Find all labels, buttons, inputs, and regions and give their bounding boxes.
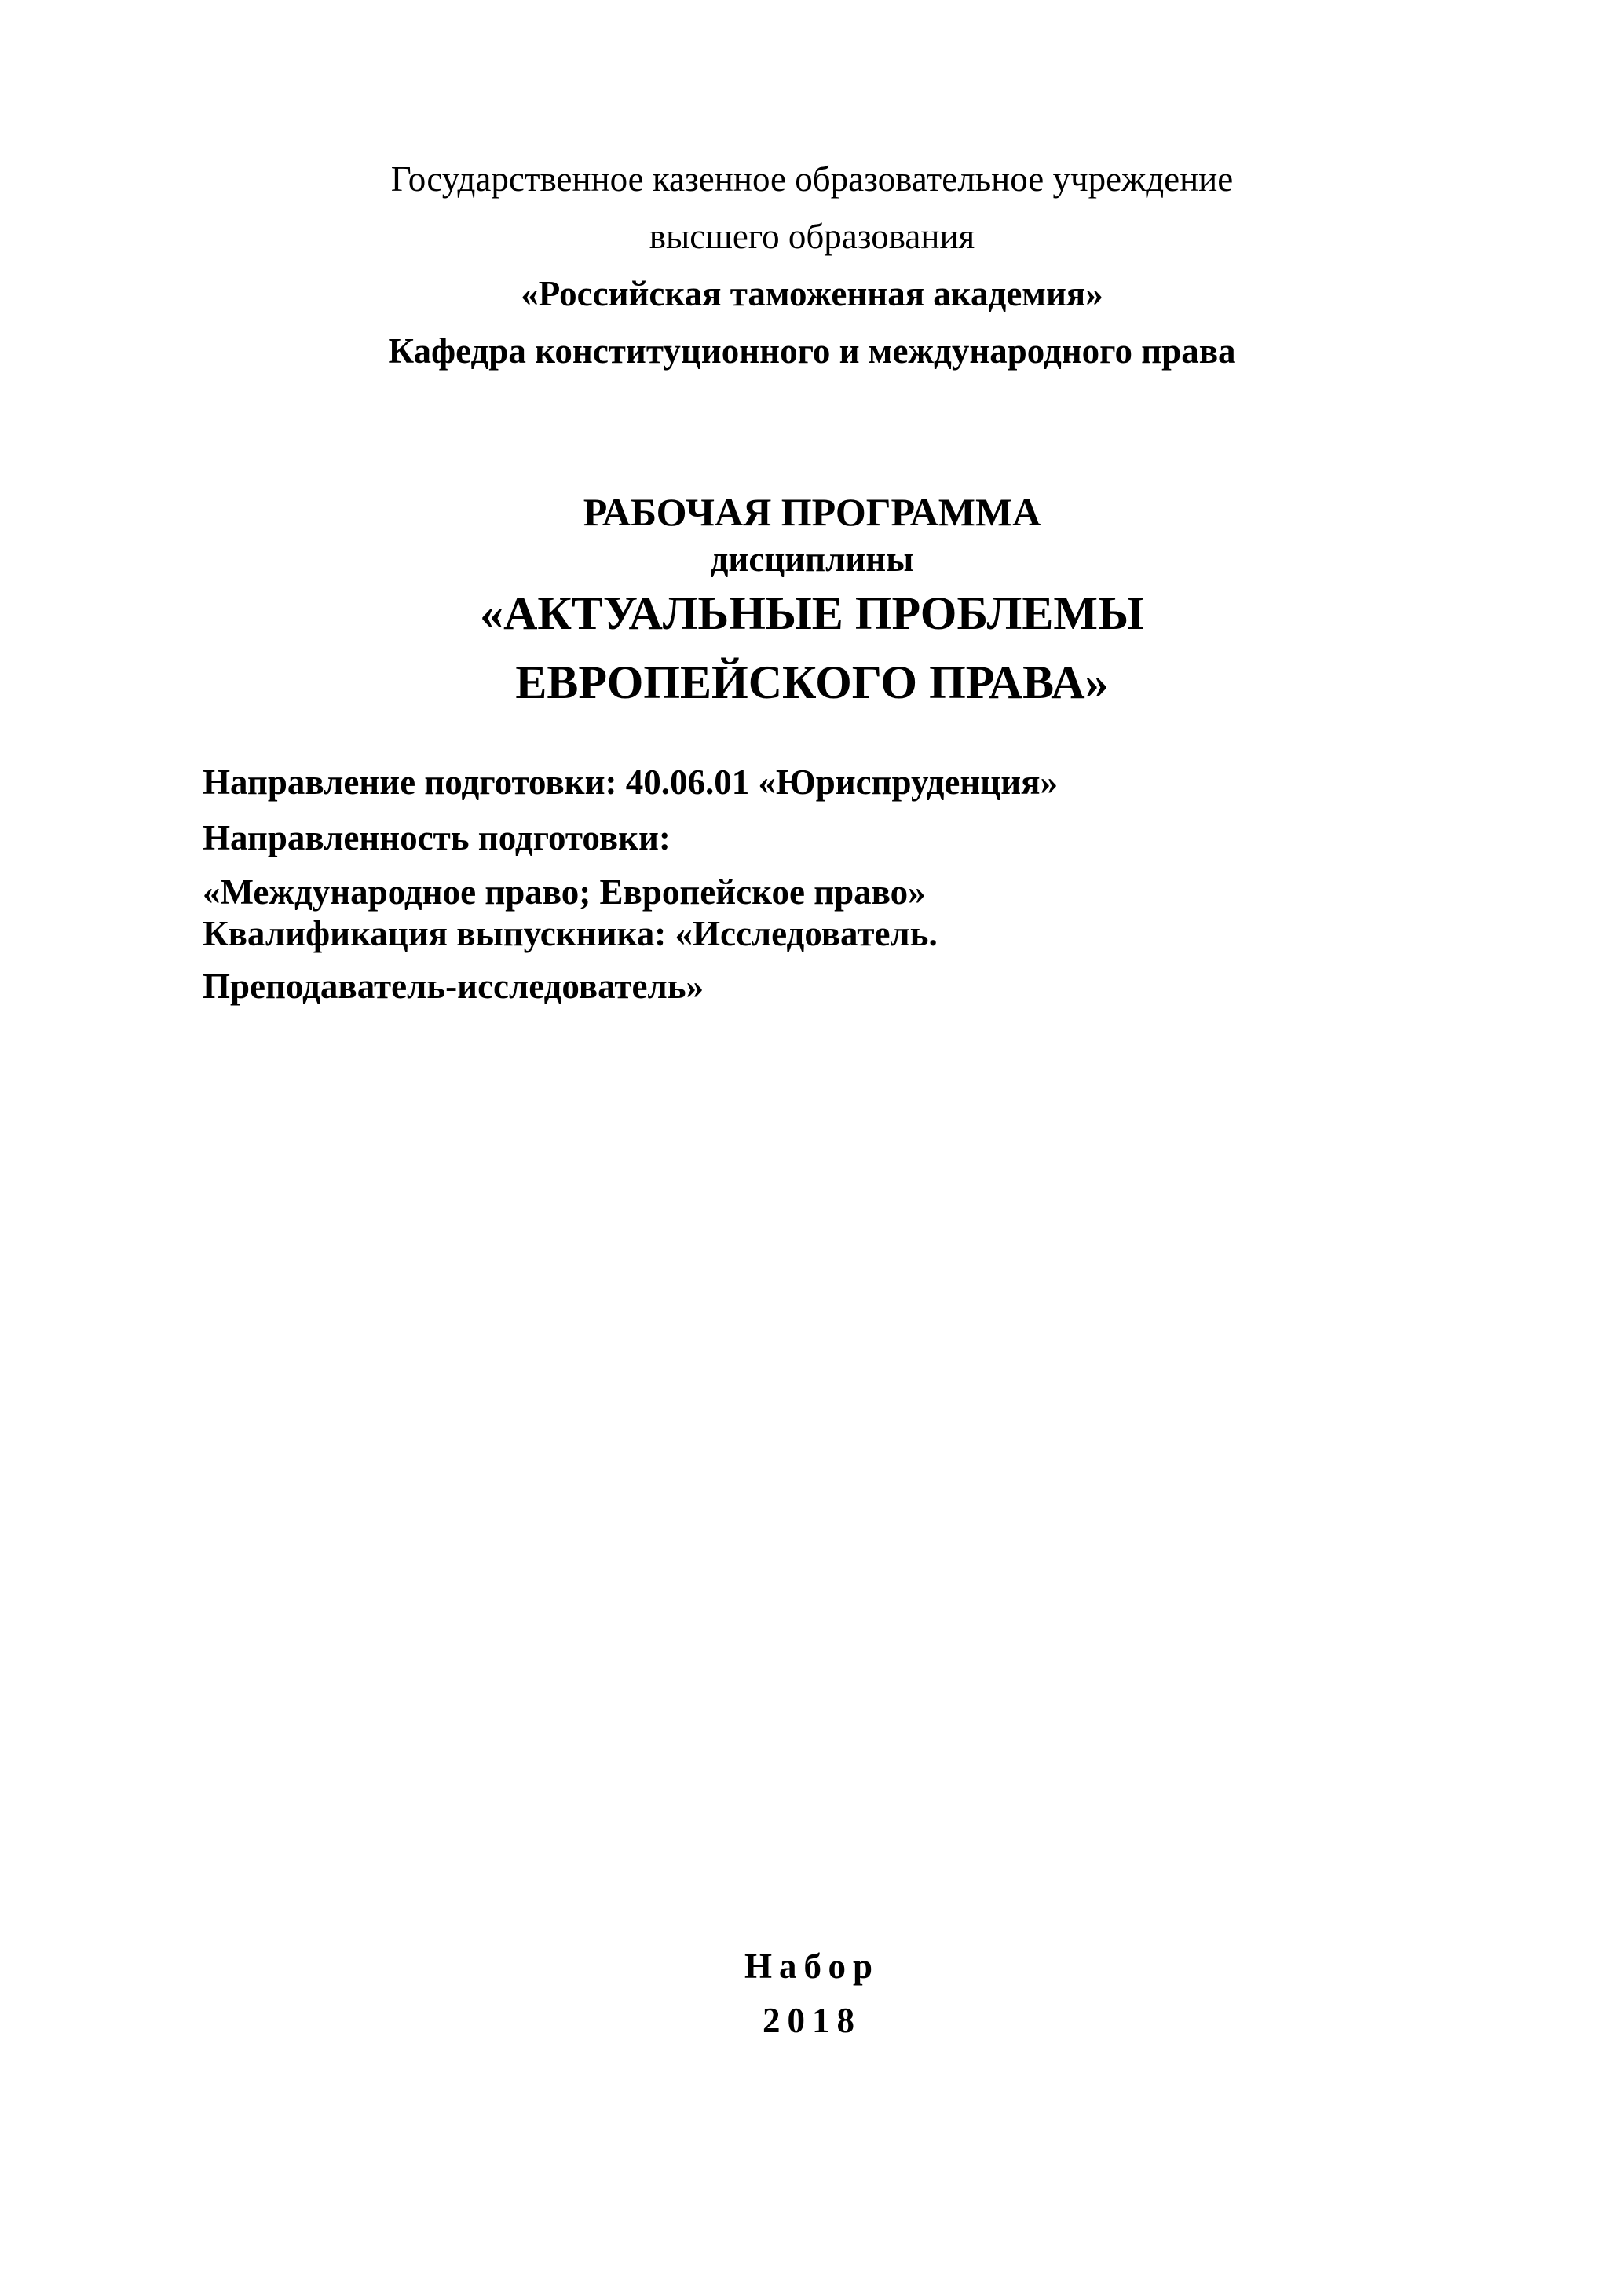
institution-line-1: Государственное казенное образовательное учреждение [390,159,1234,199]
training-direction: Направление подготовки: 40.06.01 «Юриспруденция» [203,762,1059,802]
department-name: Кафедра конституционного и международного права [388,331,1236,371]
qualification-line-2: Преподаватель-исследователь» [203,967,704,1006]
qualification-line-1: Квалификация выпускника: «Исследователь. [203,914,938,953]
document-subtype: дисциплины [710,539,914,579]
intake-label: Набор [744,1947,880,1986]
training-focus-label: Направленность подготовки: [203,818,671,857]
training-focus-value: «Международное право; Европейское право» [203,872,926,912]
discipline-title-line-2: ЕВРОПЕЙСКОГО ПРАВА» [515,656,1109,708]
discipline-title-line-1: «АКТУАЛЬНЫЕ ПРОБЛЕМЫ [480,587,1144,639]
institution-line-2: высшего образования [649,217,975,256]
document-type-title: РАБОЧАЯ ПРОГРАММА [583,490,1041,534]
academy-name: «Российская таможенная академия» [521,274,1103,313]
intake-year: 2018 [763,2001,861,2040]
